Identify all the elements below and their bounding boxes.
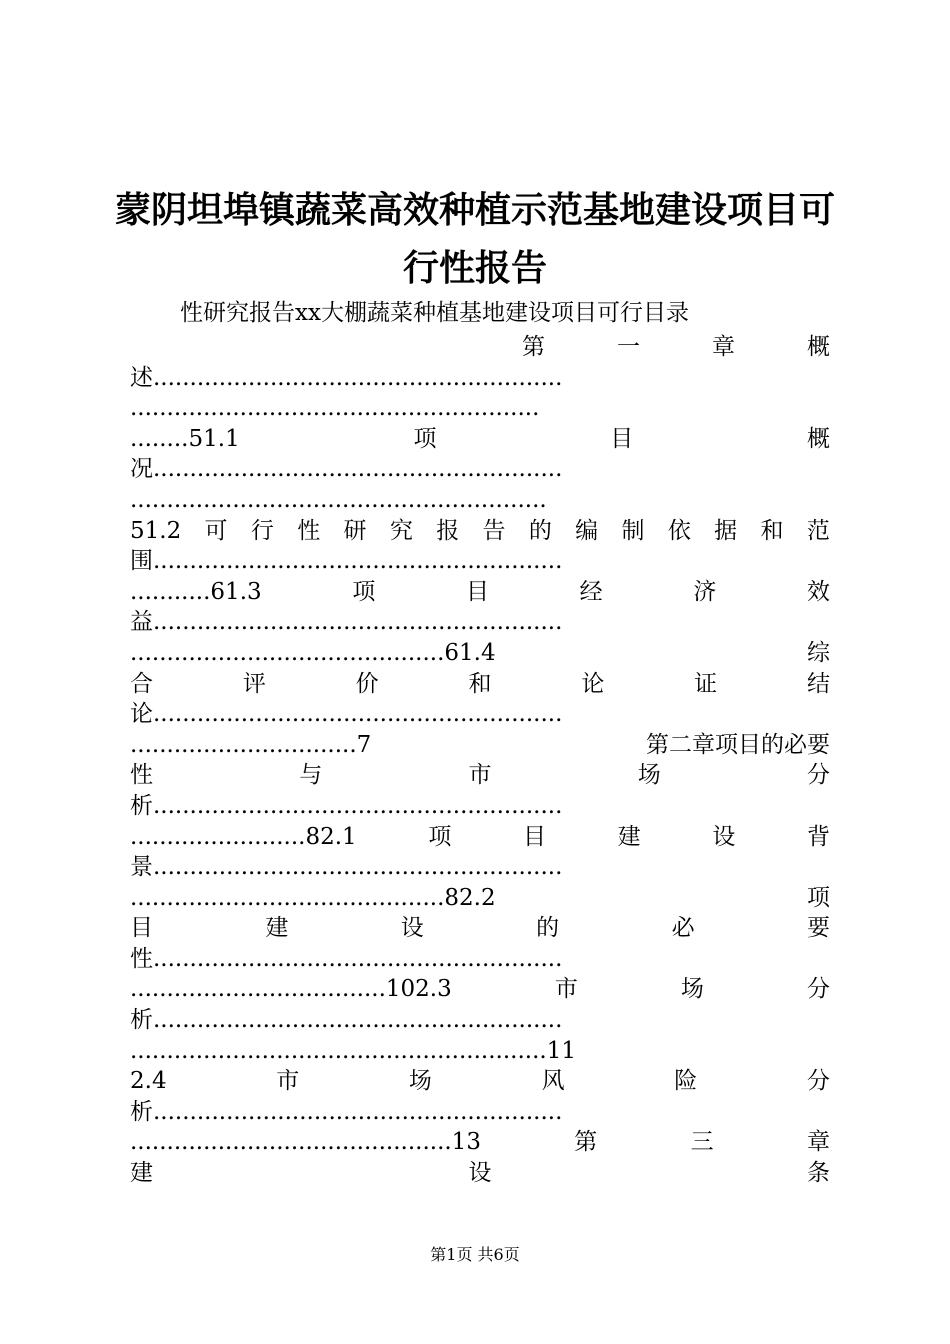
toc-fragment: 围........................................................ xyxy=(130,548,563,575)
toc-line xyxy=(130,393,830,424)
toc-fragment: 究 xyxy=(389,517,413,544)
toc-line xyxy=(130,974,830,1005)
toc-fragment: 设 xyxy=(468,1160,492,1187)
toc-fragment: 目 xyxy=(523,823,546,850)
toc-fragment: 分 xyxy=(806,1068,830,1095)
toc-fragment: 分 xyxy=(807,762,830,789)
toc-fragment: 必 xyxy=(671,915,695,942)
toc-fragment: 述........................................................ xyxy=(130,364,563,391)
toc-fragment: 研 xyxy=(343,517,367,544)
toc-line xyxy=(130,822,830,853)
toc-fragment: 编 xyxy=(575,517,599,544)
toc-fragment: 综 xyxy=(807,639,830,666)
toc-fragment: 制 xyxy=(621,517,645,544)
toc-fragment: ...........................................61.4 xyxy=(130,639,496,666)
toc-fragment: ........................................................ xyxy=(130,395,540,422)
document-subtitle: 性研究报告xx大棚蔬菜种植基地建设项目可行目录 xyxy=(180,300,689,326)
toc-line xyxy=(130,485,830,516)
toc-fragment: 背 xyxy=(806,823,830,850)
toc-fragment: 条 xyxy=(807,1160,830,1187)
toc-line xyxy=(130,791,830,822)
toc-fragment: 和 xyxy=(760,517,784,544)
toc-fragment: 目 xyxy=(465,578,489,605)
toc-line xyxy=(130,332,830,363)
toc-line xyxy=(130,424,830,455)
toc-fragment: 场 xyxy=(637,762,661,789)
document-title-line-2: 行性报告 xyxy=(402,247,547,289)
toc-fragment: 设 xyxy=(400,915,424,942)
toc-fragment: 建 xyxy=(265,915,289,942)
toc-fragment: 评 xyxy=(242,670,266,697)
toc-fragment: 价 xyxy=(355,670,379,697)
toc-fragment: 合 xyxy=(130,670,153,697)
toc-fragment: 一 xyxy=(617,334,640,360)
toc-fragment: 分 xyxy=(806,976,830,1003)
toc-line xyxy=(130,760,830,791)
toc-fragment: 性 xyxy=(297,517,321,544)
toc-fragment: 析........................................................ xyxy=(130,1098,563,1125)
toc-fragment: 析........................................................ xyxy=(130,792,563,819)
toc-fragment: 析........................................................ xyxy=(130,1007,563,1034)
toc-fragment: 行 xyxy=(250,517,274,544)
toc-fragment: ........................82.1 xyxy=(130,823,357,850)
toc-fragment: ...............................7 xyxy=(130,731,372,758)
toc-fragment: ......................................................... xyxy=(130,486,547,513)
toc-fragment: ...................................102.3 xyxy=(130,976,452,1003)
toc-line xyxy=(130,577,830,608)
toc-fragment: 报 xyxy=(436,517,460,544)
toc-line xyxy=(130,516,830,547)
toc-fragment: 场 xyxy=(680,976,704,1003)
toc-fragment: 2.4 xyxy=(130,1068,167,1095)
toc-fragment: 项 xyxy=(352,578,376,605)
toc-line xyxy=(130,913,830,944)
toc-line xyxy=(130,1158,830,1189)
toc-fragment: 济 xyxy=(693,578,717,605)
toc-fragment: 第 xyxy=(522,334,545,360)
toc-fragment: 益........................................................ xyxy=(130,609,563,636)
toc-line xyxy=(130,1066,830,1097)
toc-fragment: 市 xyxy=(468,762,492,789)
toc-fragment: 效 xyxy=(807,578,830,605)
toc-fragment: 论........................................................ xyxy=(130,701,563,728)
toc-fragment: 概 xyxy=(807,334,830,360)
toc-fragment: 的 xyxy=(528,517,552,544)
toc-fragment: 51.2 xyxy=(130,517,182,544)
toc-fragment: 章 xyxy=(712,334,735,360)
toc-fragment: 况........................................................ xyxy=(130,456,563,483)
toc-fragment: 和 xyxy=(468,670,492,697)
toc-fragment: 论 xyxy=(581,670,605,697)
toc-fragment: 第二章项目的必要 xyxy=(646,731,830,758)
toc-fragment: .........................................................11 xyxy=(130,1037,576,1064)
toc-line xyxy=(130,454,830,485)
toc-line xyxy=(130,1097,830,1128)
toc-fragment: ........51.1 xyxy=(130,425,240,452)
toc-fragment: 项 xyxy=(428,823,452,850)
toc-fragment: 第 xyxy=(574,1129,598,1156)
table-of-contents xyxy=(130,332,830,1189)
toc-fragment: 证 xyxy=(694,670,718,697)
toc-fragment: 目 xyxy=(130,915,153,942)
toc-fragment: 项 xyxy=(807,884,830,911)
toc-line xyxy=(130,699,830,730)
toc-fragment: 概 xyxy=(807,425,830,452)
toc-line xyxy=(130,944,830,975)
toc-fragment: 建 xyxy=(130,1160,153,1187)
toc-fragment: 目 xyxy=(610,425,634,452)
toc-fragment: 经 xyxy=(579,578,603,605)
toc-fragment: 依 xyxy=(667,517,691,544)
toc-line xyxy=(130,607,830,638)
toc-fragment: ............................................13 xyxy=(130,1129,481,1156)
toc-fragment: 告 xyxy=(482,517,506,544)
toc-line xyxy=(130,852,830,883)
toc-fragment: 险 xyxy=(674,1068,698,1095)
toc-fragment: 性 xyxy=(130,762,153,789)
toc-fragment: 范 xyxy=(806,517,830,544)
toc-fragment: 要 xyxy=(806,915,830,942)
toc-fragment: 市 xyxy=(554,976,578,1003)
toc-line xyxy=(130,730,830,761)
toc-line xyxy=(130,1005,830,1036)
page-footer: 第1页 共6页 xyxy=(430,1245,520,1264)
toc-fragment: 的 xyxy=(536,915,560,942)
toc-line xyxy=(130,1036,830,1067)
toc-line xyxy=(130,363,830,394)
toc-fragment: 可 xyxy=(204,517,228,544)
toc-line xyxy=(130,883,830,914)
toc-line xyxy=(130,546,830,577)
toc-fragment: 与 xyxy=(299,762,323,789)
toc-fragment: 结 xyxy=(806,670,830,697)
toc-fragment: 风 xyxy=(541,1068,565,1095)
toc-fragment: 景........................................................ xyxy=(130,854,563,881)
toc-fragment: 章 xyxy=(806,1129,830,1156)
toc-line xyxy=(130,669,830,700)
toc-fragment: ...........................................82.2 xyxy=(130,884,496,911)
toc-fragment: 建 xyxy=(617,823,641,850)
toc-fragment: 设 xyxy=(712,823,736,850)
document-title-line-1: 蒙阴坦埠镇蔬菜高效种植示范基地建设项目可 xyxy=(114,189,835,231)
toc-fragment: 三 xyxy=(690,1129,714,1156)
toc-line xyxy=(130,1127,830,1158)
toc-fragment: 项 xyxy=(413,425,437,452)
toc-line xyxy=(130,638,830,669)
toc-fragment: 场 xyxy=(408,1068,432,1095)
toc-fragment: 市 xyxy=(276,1068,300,1095)
toc-fragment: 性........................................................ xyxy=(130,945,563,972)
toc-fragment: ...........61.3 xyxy=(130,578,262,605)
toc-fragment: 据 xyxy=(714,517,738,544)
